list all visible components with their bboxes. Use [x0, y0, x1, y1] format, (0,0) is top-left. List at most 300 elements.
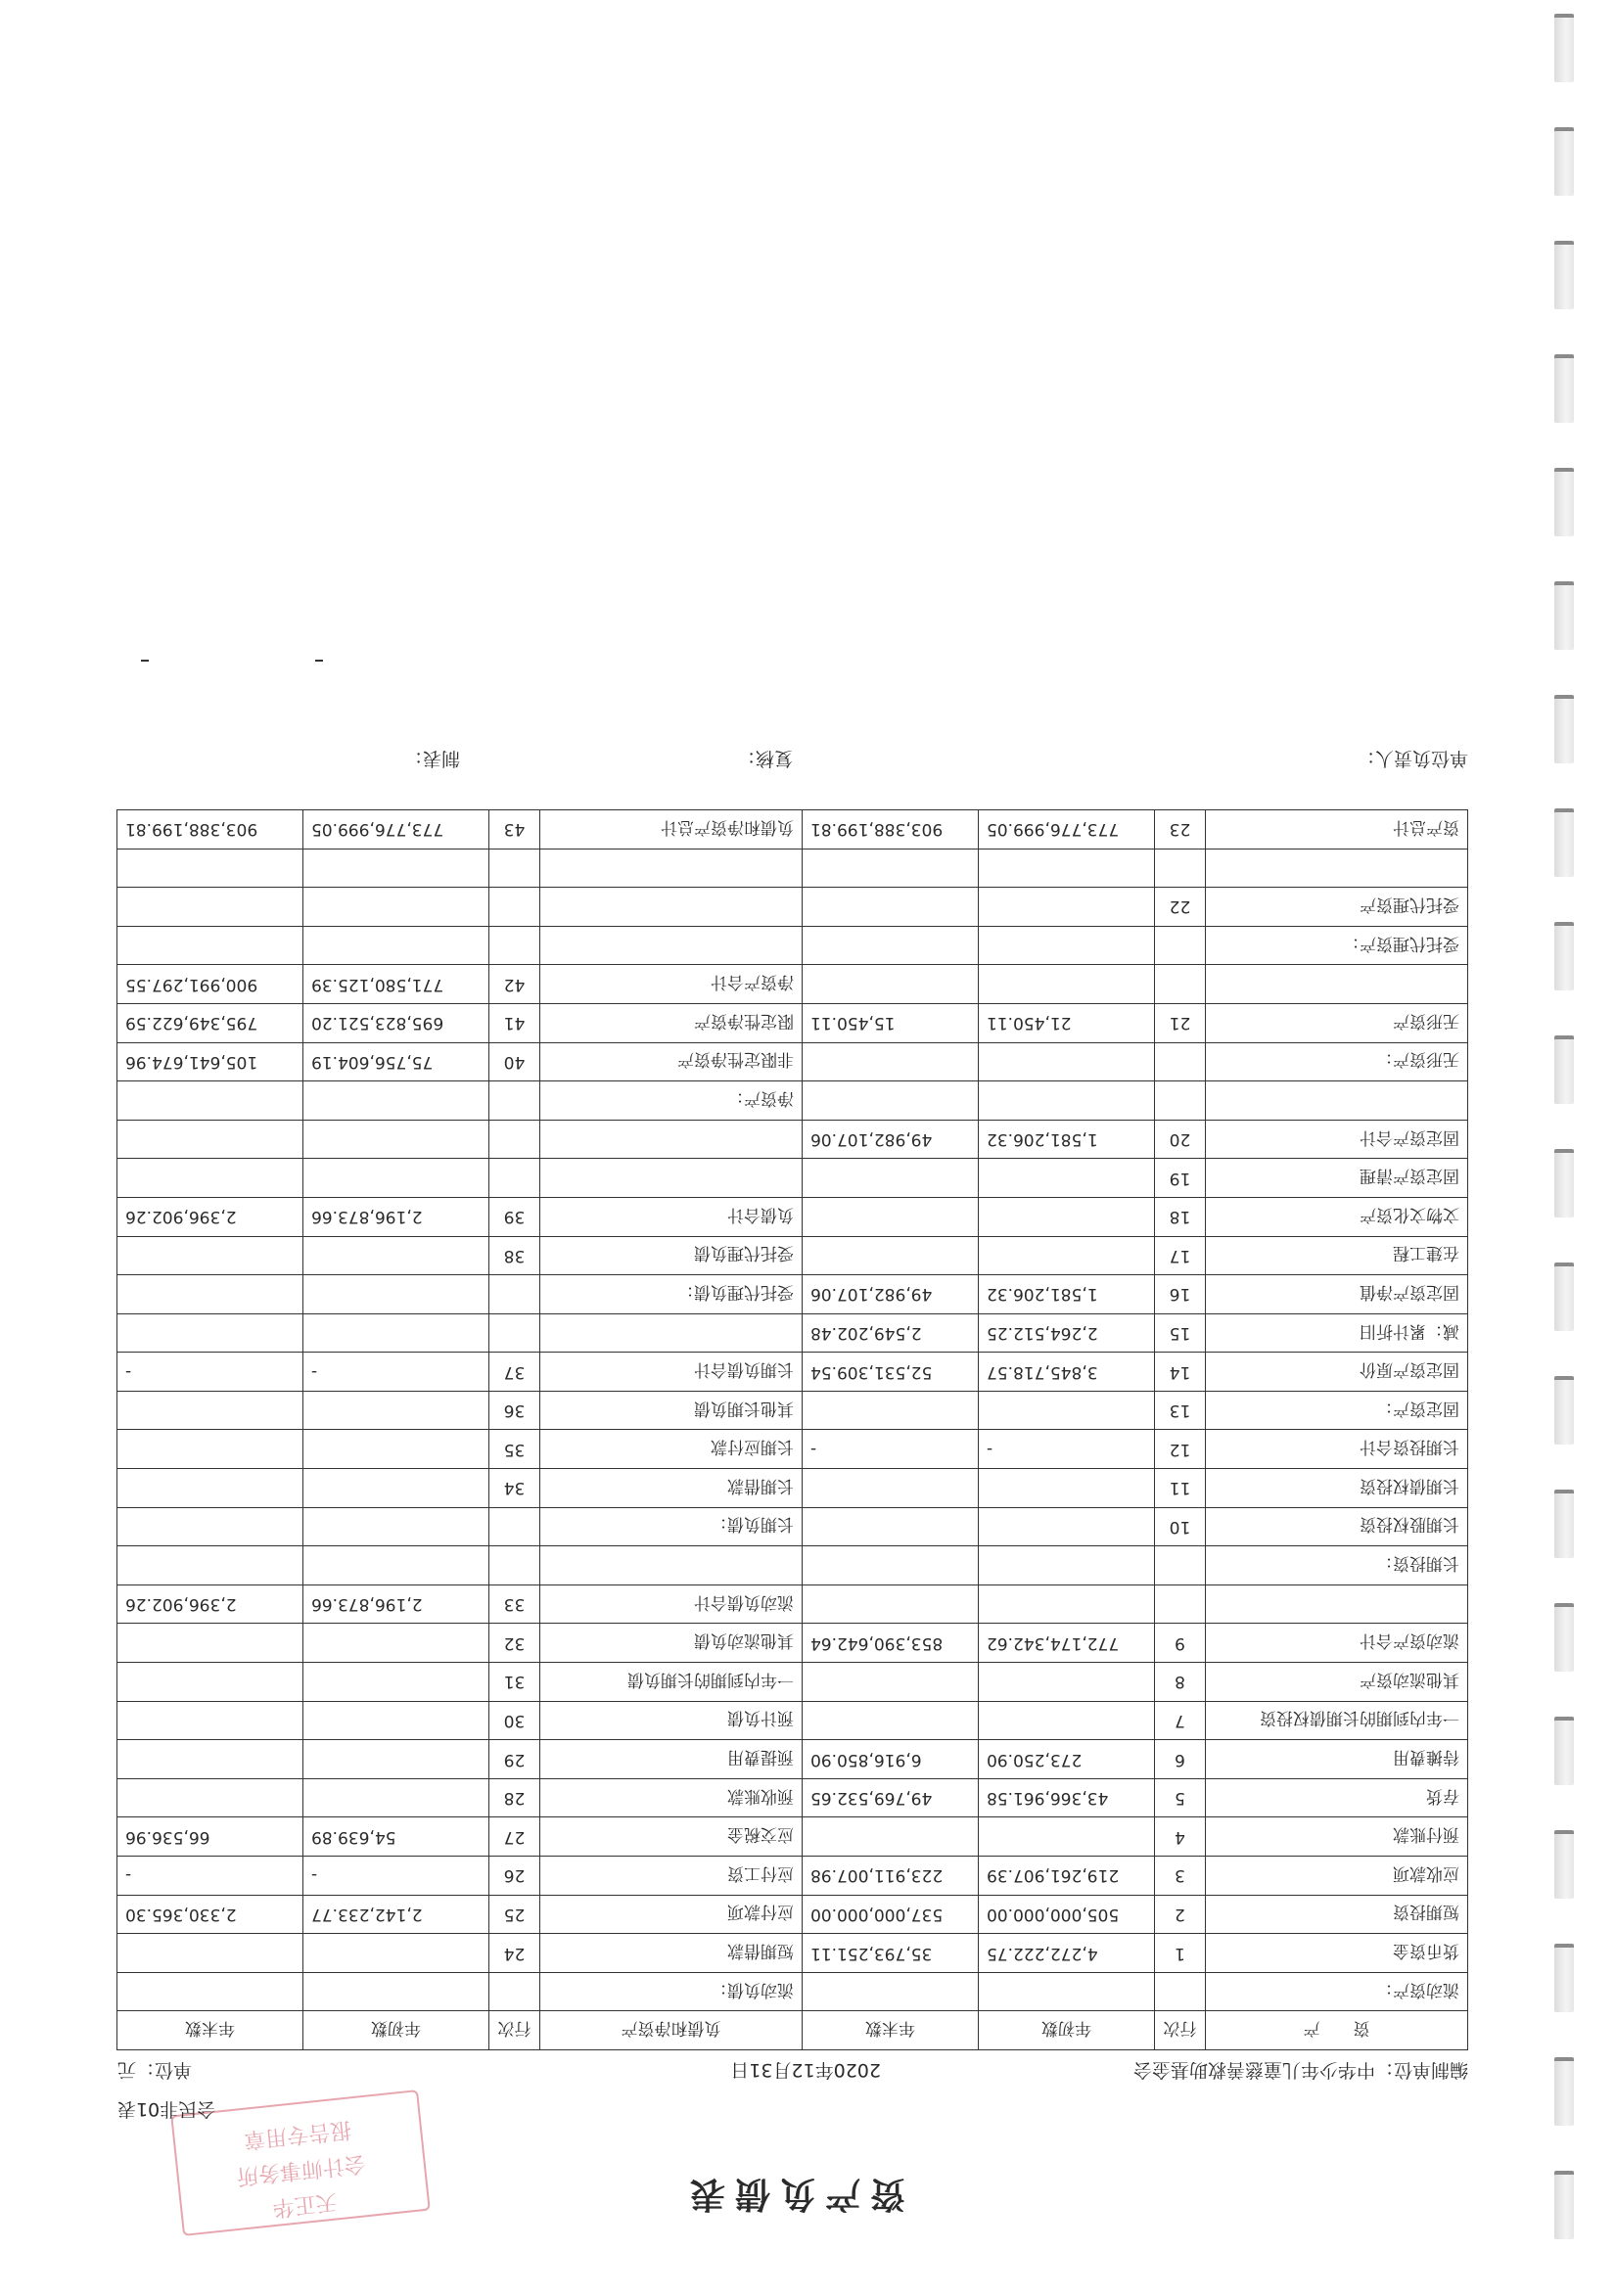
table-cell [979, 1584, 1155, 1624]
table-cell: 应收款项 [1206, 1857, 1468, 1896]
table-cell: 1 [1155, 1934, 1206, 1973]
table-row [117, 1236, 1468, 1275]
table-cell: 2,396,902.26 [117, 1197, 303, 1236]
table-cell: 2,196,873.66 [303, 1584, 489, 1624]
table-cell: 795,349,622.59 [117, 1003, 303, 1042]
table-row [117, 1197, 1468, 1236]
table-row [117, 1120, 1468, 1159]
table-cell [979, 1391, 1155, 1430]
table-row [117, 1857, 1468, 1896]
table-cell: 28 [489, 1778, 540, 1817]
table-row [117, 1740, 1468, 1779]
table-cell: 货币资金 [1206, 1934, 1468, 1973]
table-cell: 49,982,107.06 [803, 1275, 979, 1314]
table-cell: 非限定性净资产 [540, 1042, 803, 1081]
table-cell: 21 [1155, 1003, 1206, 1042]
table-cell: 903,388,199.81 [803, 810, 979, 850]
table-cell [1155, 1972, 1206, 2011]
table-cell: 49,982,107.06 [803, 1120, 979, 1159]
column-header: 年末数 [803, 2011, 979, 2050]
table-cell: 其他流动资产 [1206, 1663, 1468, 1702]
table-cell [979, 1081, 1155, 1121]
table-cell: 减：累计折旧 [1206, 1313, 1468, 1353]
binder-tab [1554, 1490, 1574, 1558]
binder-tab [1554, 695, 1574, 763]
table-cell: 在建工程 [1206, 1236, 1468, 1275]
table-cell: 受托代理负债： [540, 1275, 803, 1314]
table-cell [803, 1081, 979, 1121]
table-cell: 应付款项 [540, 1895, 803, 1934]
table-cell: 限定性净资产 [540, 1003, 803, 1042]
table-cell [117, 1159, 303, 1198]
table-cell [979, 888, 1155, 927]
table-cell: 8 [1155, 1663, 1206, 1702]
table-cell [303, 1313, 489, 1353]
table-row [117, 1934, 1468, 1973]
table-cell [1155, 1042, 1206, 1081]
table-cell: 40 [489, 1042, 540, 1081]
table-row [117, 849, 1468, 888]
table-row [117, 1817, 1468, 1857]
table-cell: 无形资产 [1206, 1003, 1468, 1042]
table-cell [979, 1546, 1155, 1585]
table-row [117, 1546, 1468, 1585]
table-cell: 19 [1155, 1159, 1206, 1198]
binder-tab [1554, 354, 1574, 423]
table-cell: 受托代理资产： [1206, 926, 1468, 965]
table-row [117, 810, 1468, 850]
organization-label: 编制单位：中华少年儿童慈善救助基金会 [1132, 2059, 1468, 2081]
table-cell [117, 1081, 303, 1121]
table-cell [803, 1584, 979, 1624]
table-header-row [117, 2011, 1468, 2050]
table-cell: 2,264,512.25 [979, 1313, 1155, 1353]
binder-tab [1554, 127, 1574, 196]
column-header: 年初数 [303, 2011, 489, 2050]
table-cell: 长期投资： [1206, 1546, 1468, 1585]
table-row [117, 1430, 1468, 1469]
table-cell [303, 888, 489, 927]
table-cell: 105,641,674.96 [117, 1042, 303, 1081]
table-cell: 长期股权投资 [1206, 1507, 1468, 1546]
column-header: 行次 [489, 2011, 540, 2050]
table-cell: 净资产合计 [540, 965, 803, 1004]
table-cell: - [303, 1353, 489, 1392]
table-body [117, 810, 1468, 2011]
table-cell [489, 1507, 540, 1546]
table-cell: 223,911,007.98 [803, 1857, 979, 1896]
table-cell [540, 1159, 803, 1198]
table-cell [803, 1197, 979, 1236]
table-cell: 37 [489, 1353, 540, 1392]
table-row [117, 1042, 1468, 1081]
table-cell: 505,000,000.00 [979, 1895, 1155, 1934]
table-cell [979, 1663, 1155, 1702]
table-cell: 39 [489, 1197, 540, 1236]
table-cell: 固定资产净值 [1206, 1275, 1468, 1314]
table-cell [803, 1546, 979, 1585]
table-cell [489, 1120, 540, 1159]
column-header: 年初数 [979, 2011, 1155, 2050]
table-cell: 75,756,604.19 [303, 1042, 489, 1081]
table-row [117, 1353, 1468, 1392]
table-cell: 固定资产原价 [1206, 1353, 1468, 1392]
table-cell: 52,531,309.54 [803, 1353, 979, 1392]
table-cell: - [303, 1857, 489, 1896]
table-cell [117, 1430, 303, 1469]
table-cell: 900,991,297.55 [117, 965, 303, 1004]
table-cell: 1,581,206.32 [979, 1275, 1155, 1314]
table-cell [803, 965, 979, 1004]
table-row [117, 1313, 1468, 1353]
table-cell: 受托代理负债 [540, 1236, 803, 1275]
table-cell [117, 888, 303, 927]
table-cell [117, 1546, 303, 1585]
signature-head: 单位负责人： [1356, 748, 1468, 769]
table-cell: 3,845,718.57 [979, 1353, 1155, 1392]
table-cell: 短期投资 [1206, 1895, 1468, 1934]
table-row [117, 965, 1468, 1004]
scan-mark [315, 660, 323, 662]
signature-prepare: 制表： [403, 748, 460, 769]
table-cell: 17 [1155, 1236, 1206, 1275]
binder-tab [1554, 808, 1574, 877]
binder-tab [1554, 1263, 1574, 1331]
table-cell: 15,450.11 [803, 1003, 979, 1042]
table-cell: 49,769,532.65 [803, 1778, 979, 1817]
table-cell: 35 [489, 1430, 540, 1469]
table-cell [489, 1546, 540, 1585]
auditor-stamp: 天正华 会计师事务所 报告专用章 [170, 2089, 431, 2236]
table-cell [979, 1159, 1155, 1198]
table-cell [1206, 1584, 1468, 1624]
table-cell: 2,330,365.30 [117, 1895, 303, 1934]
signature-review: 复核： [736, 748, 793, 769]
table-cell: 27 [489, 1817, 540, 1857]
table-cell: 219,261,907.39 [979, 1857, 1155, 1896]
table-cell: 11 [1155, 1469, 1206, 1508]
table-cell: 2,549,202.48 [803, 1313, 979, 1353]
table-cell: 34 [489, 1469, 540, 1508]
table-cell: 长期债权投资 [1206, 1469, 1468, 1508]
table-cell: 文物文化资产 [1206, 1197, 1468, 1236]
table-cell: 一年内到期的长期负债 [540, 1663, 803, 1702]
table-cell: 22 [1155, 888, 1206, 927]
table-cell: 其他流动负债 [540, 1624, 803, 1663]
table-cell [489, 926, 540, 965]
table-cell [117, 1391, 303, 1430]
table-cell: 流动负债合计 [540, 1584, 803, 1624]
table-cell: 35,793,251.11 [803, 1934, 979, 1973]
table-cell [303, 849, 489, 888]
table-cell [803, 1663, 979, 1702]
table-cell [303, 1934, 489, 1973]
table-cell: 30 [489, 1701, 540, 1740]
table-cell: - [117, 1857, 303, 1896]
table-cell [303, 1391, 489, 1430]
table-row [117, 1003, 1468, 1042]
table-cell [540, 1546, 803, 1585]
table-cell [979, 1972, 1155, 2011]
table-cell [117, 1934, 303, 1973]
table-cell: 5 [1155, 1778, 1206, 1817]
table-cell: 长期投资合计 [1206, 1430, 1468, 1469]
table-cell [979, 1701, 1155, 1740]
table-row [117, 1391, 1468, 1430]
table-cell [117, 1663, 303, 1702]
table-cell [117, 1275, 303, 1314]
table-cell: 773,776,999.05 [979, 810, 1155, 850]
table-cell [979, 1042, 1155, 1081]
table-cell [540, 888, 803, 927]
binder-tab [1554, 1376, 1574, 1445]
table-cell: 66,536.96 [117, 1817, 303, 1857]
table-cell: 预提费用 [540, 1740, 803, 1779]
table-cell [489, 1972, 540, 2011]
table-cell [303, 1740, 489, 1779]
table-cell [979, 849, 1155, 888]
table-cell: 33 [489, 1584, 540, 1624]
report-date: 2020年12月31日 [730, 2059, 881, 2081]
table-cell [1206, 849, 1468, 888]
binder-tab [1554, 922, 1574, 990]
table-cell [117, 1120, 303, 1159]
table-cell: 长期负债合计 [540, 1353, 803, 1392]
table-row [117, 1275, 1468, 1314]
table-cell [1155, 965, 1206, 1004]
table-cell: 273,250.90 [979, 1740, 1155, 1779]
binder-tab [1554, 1830, 1574, 1899]
table-row [117, 1081, 1468, 1121]
table-cell: 一年内到期的长期债权投资 [1206, 1701, 1468, 1740]
table-cell [303, 1081, 489, 1121]
table-cell: 固定资产清理 [1206, 1159, 1468, 1198]
table-cell: 流动负债： [540, 1972, 803, 2011]
table-cell: 695,823,521.20 [303, 1003, 489, 1042]
table-cell: 应交税金 [540, 1817, 803, 1857]
balance-sheet-document [117, 695, 1468, 2241]
table-cell [1155, 1546, 1206, 1585]
table-row [117, 1159, 1468, 1198]
table-cell [1155, 849, 1206, 888]
table-cell [803, 849, 979, 888]
table-cell [979, 1469, 1155, 1508]
table-row [117, 1701, 1468, 1740]
table-cell [540, 926, 803, 965]
document-title: 资产负债表 [680, 2174, 906, 2214]
table-cell: 预收账款 [540, 1778, 803, 1817]
table-cell: 2,196,873.66 [303, 1197, 489, 1236]
header-line [117, 2057, 1468, 2085]
table-cell [1206, 1081, 1468, 1121]
table-cell [117, 1313, 303, 1353]
table-cell: - [979, 1430, 1155, 1469]
table-cell: 537,000,000.00 [803, 1895, 979, 1934]
table-cell [303, 1624, 489, 1663]
table-cell: - [117, 1353, 303, 1392]
table-cell: 待摊费用 [1206, 1740, 1468, 1779]
table-row [117, 1663, 1468, 1702]
table-cell: 4 [1155, 1817, 1206, 1857]
table-row [117, 1507, 1468, 1546]
table-cell: 42 [489, 965, 540, 1004]
table-cell: 32 [489, 1624, 540, 1663]
table-cell: 20 [1155, 1120, 1206, 1159]
table-cell: 负债和净资产总计 [540, 810, 803, 850]
table-cell [1155, 1081, 1206, 1121]
table-cell: 43 [489, 810, 540, 850]
table-row [117, 888, 1468, 927]
table-cell: 14 [1155, 1353, 1206, 1392]
table-cell: 固定资产： [1206, 1391, 1468, 1430]
table-cell [803, 1817, 979, 1857]
table-cell: 26 [489, 1857, 540, 1896]
table-cell: 771,580,125.39 [303, 965, 489, 1004]
binder-tab [1554, 1035, 1574, 1104]
table-cell: 流动资产： [1206, 1972, 1468, 2011]
table-cell: 存货 [1206, 1778, 1468, 1817]
table-cell: 54,639.89 [303, 1817, 489, 1857]
table-cell: 流动资产合计 [1206, 1624, 1468, 1663]
table-cell: 6 [1155, 1740, 1206, 1779]
table-cell: 24 [489, 1934, 540, 1973]
table-cell [303, 1546, 489, 1585]
table-cell [803, 888, 979, 927]
table-cell [117, 1701, 303, 1740]
table-row [117, 1584, 1468, 1624]
table-cell: 25 [489, 1895, 540, 1934]
table-cell: 29 [489, 1740, 540, 1779]
table-cell [979, 965, 1155, 1004]
binder-tab [1554, 2171, 1574, 2239]
table-cell [803, 1972, 979, 2011]
table-row [117, 1469, 1468, 1508]
table-cell: 13 [1155, 1391, 1206, 1430]
table-cell: 无形资产： [1206, 1042, 1468, 1081]
table-cell: 长期借款 [540, 1469, 803, 1508]
balance-sheet-table [116, 809, 1468, 2050]
table-cell: 2 [1155, 1895, 1206, 1934]
table-cell: 36 [489, 1391, 540, 1430]
table-cell [489, 888, 540, 927]
table-cell: 903,388,199.81 [117, 810, 303, 850]
table-cell: 资产总计 [1206, 810, 1468, 850]
table-cell: 2,142,233.77 [303, 1895, 489, 1934]
table-cell [979, 1197, 1155, 1236]
table-cell: 6,916,850.90 [803, 1740, 979, 1779]
table-cell [1206, 965, 1468, 1004]
table-cell [303, 1236, 489, 1275]
table-cell: 其他长期负债 [540, 1391, 803, 1430]
table-cell [303, 1469, 489, 1508]
table-cell: 772,174,342.62 [979, 1624, 1155, 1663]
table-cell: 21,450.11 [979, 1003, 1155, 1042]
table-cell [803, 1701, 979, 1740]
binder-tab [1554, 1944, 1574, 2012]
table-cell [303, 1778, 489, 1817]
column-header: 资 产 [1206, 2011, 1468, 2050]
table-cell [1155, 1584, 1206, 1624]
table-cell: 预付账款 [1206, 1817, 1468, 1857]
table-cell [117, 1469, 303, 1508]
table-cell [117, 1624, 303, 1663]
table-cell: 7 [1155, 1701, 1206, 1740]
table-cell: 38 [489, 1236, 540, 1275]
table-cell [489, 1313, 540, 1353]
table-cell: 固定资产合计 [1206, 1120, 1468, 1159]
binder-tab [1554, 581, 1574, 650]
binder-tab [1554, 468, 1574, 536]
table-cell [489, 1159, 540, 1198]
table-cell [117, 926, 303, 965]
table-cell [303, 1972, 489, 2011]
table-cell: 12 [1155, 1430, 1206, 1469]
table-cell: 预计负债 [540, 1701, 803, 1740]
table-cell: 41 [489, 1003, 540, 1042]
table-cell [803, 926, 979, 965]
binder-tab [1554, 1603, 1574, 1672]
table-cell: 18 [1155, 1197, 1206, 1236]
table-cell: 受托代理资产 [1206, 888, 1468, 927]
binder-tab [1554, 14, 1574, 82]
table-row [117, 1624, 1468, 1663]
table-cell [117, 849, 303, 888]
form-number: 会民非01表 [117, 2098, 216, 2120]
table-cell: 应付工资 [540, 1857, 803, 1896]
table-cell: 短期借款 [540, 1934, 803, 1973]
table-cell [303, 926, 489, 965]
table-cell [303, 1120, 489, 1159]
table-cell [489, 1081, 540, 1121]
table-cell [303, 1663, 489, 1702]
table-cell [540, 849, 803, 888]
binder-tab [1554, 2057, 1574, 2126]
scan-mark [141, 660, 149, 662]
table-cell: 15 [1155, 1313, 1206, 1353]
table-row [117, 1895, 1468, 1934]
table-cell: 773,776,999.05 [303, 810, 489, 850]
table-row [117, 1972, 1468, 2011]
table-cell: 43,366,961.58 [979, 1778, 1155, 1817]
table-cell [489, 849, 540, 888]
table-cell [303, 1507, 489, 1546]
table-cell [117, 1236, 303, 1275]
signature-line [117, 744, 1468, 773]
table-cell [117, 1507, 303, 1546]
table-cell [979, 1817, 1155, 1857]
binder-tab [1554, 1717, 1574, 1785]
table-cell: 10 [1155, 1507, 1206, 1546]
table-row [117, 1778, 1468, 1817]
table-cell: - [803, 1430, 979, 1469]
table-cell: 负债合计 [540, 1197, 803, 1236]
table-cell [303, 1701, 489, 1740]
table-cell [979, 926, 1155, 965]
column-header: 行次 [1155, 2011, 1206, 2050]
table-cell: 9 [1155, 1624, 1206, 1663]
table-cell [540, 1120, 803, 1159]
table-cell [303, 1275, 489, 1314]
table-cell: 4,272,222.75 [979, 1934, 1155, 1973]
binder-tab [1554, 241, 1574, 309]
table-cell: 1,581,206.32 [979, 1120, 1155, 1159]
table-cell [803, 1391, 979, 1430]
table-cell [803, 1042, 979, 1081]
table-cell [979, 1236, 1155, 1275]
column-header: 负债和净资产 [540, 2011, 803, 2050]
table-cell: 净资产： [540, 1081, 803, 1121]
table-cell [803, 1159, 979, 1198]
